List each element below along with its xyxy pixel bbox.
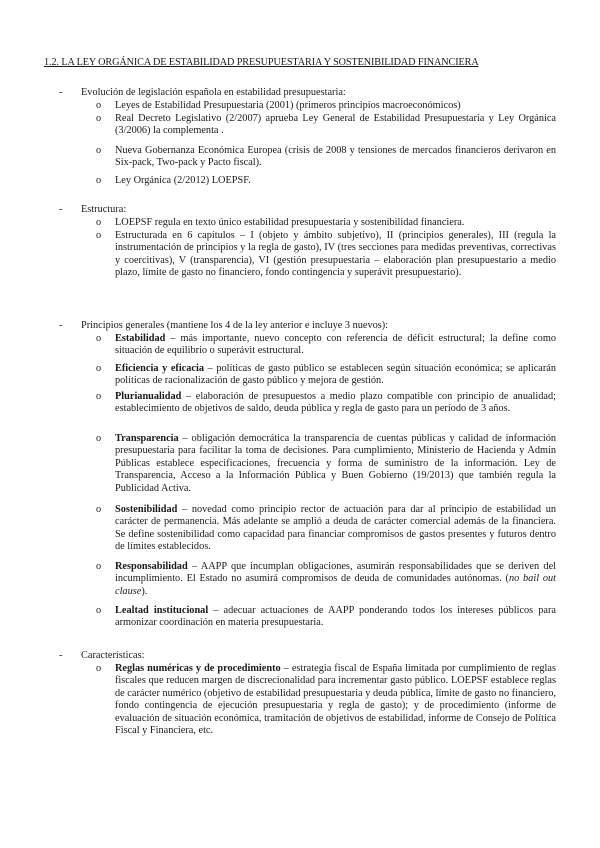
circle-bullet: o [96, 175, 102, 186]
circle-bullet: o [96, 561, 102, 572]
list-item: o Real Decreto Legislativo (2/2007) aprueba Ley General de Estabilidad Presupuestaria y Ley Orgánica (3/2006) la complementa . [96, 113, 556, 137]
circle-bullet: o [96, 504, 102, 515]
circle-bullet: o [96, 333, 102, 344]
list-item: o Nueva Gobernanza Económica Europea (crisis de 2008 y tensiones de mercados financieros derivaron en Six-pack, Two-pack y Pacto fiscal). [96, 145, 556, 169]
circle-bullet: o [96, 391, 102, 402]
list-item: o Ley Orgánica (2/2012) LOEPSF. [96, 175, 251, 186]
dash-bullet: - [59, 204, 63, 215]
list-item: o Estabilidad – más importante, nuevo concepto con referencia de déficit estructural; la define como situación de equilibrio o superávit estructural. [96, 333, 556, 357]
list-item: o Lealtad institucional – adecuar actuaciones de AAPP ponderando todos los intereses públicos para armonizar coordinación en materia presupuestaria. [96, 605, 556, 629]
circle-bullet: o [96, 433, 102, 444]
list-item: o Sostenibilidad – novedad como principio rector de actuación para dar al principio de estabilidad un carácter de permanencia. Más adelante se amplió a deuda de carácter comercial además de la financiera. Se define sostenibilidad como capacidad para financiar compromisos de gastos presentes y futuros dentro de límites establecidos. [96, 504, 556, 553]
document-page: 1.2. LA LEY ORGÁNICA DE ESTABILIDAD PRESUPUESTARIA Y SOSTENIBILIDAD FINANCIERA - Evolución de legislación española en estabilidad presupuestaria: o Leyes de Estabilidad Presupuestaria (2001) (primeros principios macroeconómicos) o Real Decreto Legislativo (2/2007) aprueba Ley General de Estabilidad Presupuestaria y Ley Orgánica (3/2006) la complementa . o Nueva Gobernanza Económica Europea (crisis de 2008 y tensiones de mercados financieros derivaron en Six-pack, Two-pack y Pacto fiscal). o Ley Orgánica (2/2012) LOEPSF. - Estructura: o LOEPSF regula en texto único estabilidad presupuestaria y sostenibilidad financiera. o Estructurada en 6 capítulos – I (objeto y ámbito subjetivo), II (principios generales), III (regula la instrumentación de principios y la regla de gasto), IV (tres secciones para medidas preventivas, correctivas y coercitivas), V (transparencia), VI (gestión presupuestaria – elaboración plan presupuestario a medio plazo, límite de gasto no financiero, fondo contingencia y superávit presupuestario). - Principios generales (mantiene los 4 de la ley anterior e incluye 3 nuevos): o Estabilidad – más importante, nuevo concepto con referencia de déficit estructural; la define como situación de equilibrio o superávit estructural. o Eficiencia y eficacia – políticas de gasto público se establecen según situación económica; se aplicarán políticas de racionalización de gasto público y mejora de gestión. o Plurianualidad – elaboración de presupuestos a medio plazo compatible con principio de anualidad; establecimiento de objetivos de saldo, deuda pública y regla de gasto para un período de 3 años. o Transparencia – obligación democrática la transparencia de cuentas públicas y calidad de información presupuestaria para facilitar la toma de decisiones. Para cumplimiento, Ministerio de Hacienda y Admin Públicas establece especificaciones, frecuencia y forma de suministro de la información. Ley de Transparencia, Acceso a la Información Pública y Buen Gobierno (19/2013) que también regula la Publicidad Activa. o Sostenibilidad – novedad como principio rector de actuación para dar al principio de estabilidad un carácter de permanencia. Más adelante se amplió a deuda de carácter comercial además de la financiera. Se define sostenibilidad como capacidad para financiar compromisos de gastos presentes y futuros dentro de límites establecidos. o Responsabilidad – AAPP que incumplan obligaciones, asumirán responsabilidades que se deriven del incumplimiento. El Estado no asumirá compromisos de deuda de comunidades autónomas. (no bail out clause). o Lealtad institucional – adecuar actuaciones de AAPP ponderando todos los intereses públicos para armonizar coordinación en materia presupuestaria. - Características: o Reglas numéricas y de procedimiento – estrategia fiscal de España limitada por cumplimiento de reglas fiscales que reducen margen de discrecionalidad para incrementar gasto público. LOEPSF establece reglas de carácter numérico (objetivo de estabilidad presupuestaria y deuda pública, límite de gasto no financiero, fondo contingencia de ejecución presupuestaria y regla de gasto); y de procedimiento (informe de evaluación de situación económica, tramitación de objetivos de estabilidad, informe de Consejo de Política Fiscal y Financiera, etc. [0, 0, 600, 848]
term: Estabilidad [115, 333, 166, 344]
term: Eficiencia y eficacia [115, 363, 204, 374]
dash-bullet: - [59, 650, 63, 661]
term: Plurianualidad [115, 391, 182, 402]
list-item: o Eficiencia y eficacia – políticas de gasto público se establecen según situación económica; se aplicarán políticas de racionalización de gasto público y mejora de gestión. [96, 363, 557, 387]
term: Responsabilidad [115, 561, 188, 572]
list-item: o Transparencia – obligación democrática la transparencia de cuentas públicas y calidad de información presupuestaria para facilitar la toma de decisiones. Para cumplimiento, Ministerio de Hacienda y Admin Públicas establece especificaciones, frecuencia y forma de suministro de la información. Ley de Transparencia, Acceso a la Información Pública y Buen Gobierno (19/2013) que también regula la Publicidad Activa. [96, 433, 556, 494]
dash-bullet: - [59, 320, 63, 331]
circle-bullet: o [96, 145, 102, 156]
document-title: 1.2. LA LEY ORGÁNICA DE ESTABILIDAD PRESUPUESTARIA Y SOSTENIBILIDAD FINANCIERA [44, 57, 479, 68]
term: Transparencia [115, 433, 179, 444]
circle-bullet: o [96, 230, 102, 241]
circle-bullet: o [96, 363, 102, 374]
dash-bullet: - [59, 87, 63, 98]
list-item: o Leyes de Estabilidad Presupuestaria (2001) (primeros principios macroeconómicos) [96, 100, 461, 111]
list-item: o LOEPSF regula en texto único estabilidad presupuestaria y sostenibilidad financiera. [96, 217, 465, 228]
circle-bullet: o [96, 605, 102, 616]
list-item: o Plurianualidad – elaboración de presupuestos a medio plazo compatible con principio de anualidad; establecimiento de objetivos de saldo, deuda pública y regla de gasto para un período de 3 años. [96, 391, 556, 415]
term: Lealtad institucional [115, 605, 209, 616]
list-item: o Responsabilidad – AAPP que incumplan obligaciones, asumirán responsabilidades que se deriven del incumplimiento. El Estado no asumirá compromisos de deuda de comunidades autónomas. (no bail out clause). [96, 561, 556, 597]
circle-bullet: o [96, 100, 102, 111]
list-item: o Reglas numéricas y de procedimiento – estrategia fiscal de España limitada por cumplimiento de reglas fiscales que reducen margen de discrecionalidad para incrementar gasto público. LOEPSF establece reglas de carácter numérico (objetivo de estabilidad presupuestaria y deuda pública, límite de gasto no financiero, fondo contingencia de ejecución presupuestaria y regla de gasto); y de procedimiento (informe de evaluación de situación económica, tramitación de objetivos de estabilidad, informe de Consejo de Política Fiscal y Financiera, etc. [96, 663, 556, 737]
list-item: o Estructurada en 6 capítulos – I (objeto y ámbito subjetivo), II (principios generales), III (regula la instrumentación de principios y la regla de gasto), IV (tres secciones para medidas preventivas, correctivas y coercitivas), V (transparencia), VI (gestión presupuestaria – elaboración plan presupuestario a medio plazo, límite de gasto no financiero, fondo contingencia y superávit presupuestario). [96, 230, 556, 279]
circle-bullet: o [96, 113, 102, 124]
circle-bullet: o [96, 217, 102, 228]
term: Reglas numéricas y de procedimiento [115, 663, 281, 674]
circle-bullet: o [96, 663, 102, 674]
term: Sostenibilidad [115, 504, 178, 515]
